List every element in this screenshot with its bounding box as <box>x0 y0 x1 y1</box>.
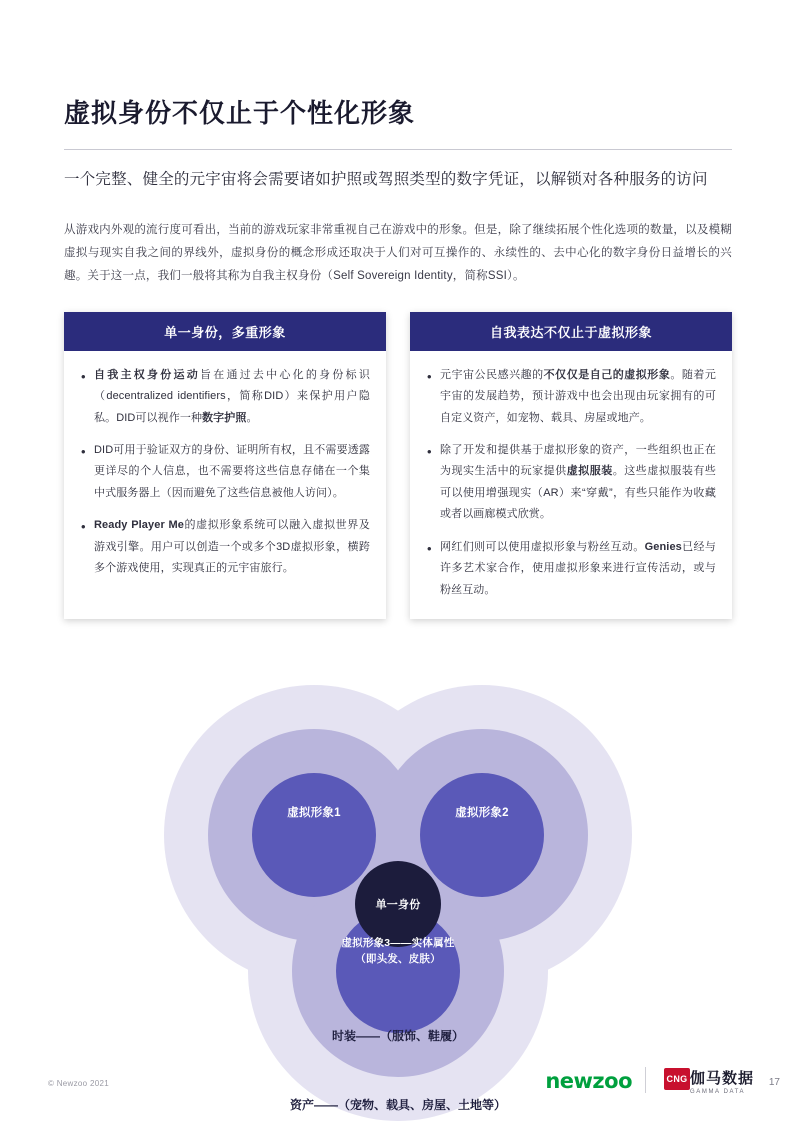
card-identity-body <box>64 351 386 619</box>
gamma-data-en: GAMMA DATA <box>689 1089 746 1095</box>
copyright-text: © Newzoo 2021 <box>48 1079 109 1088</box>
card-expression-header: 自我表达不仅止于虚拟形象 <box>410 312 732 351</box>
venn-inner-right <box>420 773 544 897</box>
card-expression-body <box>410 351 732 619</box>
venn-label-avatar3: 虚拟形象3——实体属性（即头发、皮肤） <box>341 937 455 966</box>
card-identity-list <box>74 365 370 580</box>
venn-label-center: 单一身份 <box>375 899 421 912</box>
list-item: • 元宇宙公民感兴趣的不仅仅是自己的虚拟形象。随着元宇宙的发展趋势，预计游戏中也会出现由玩家拥有的可自定义资产，如宠物、载具、房屋或地产。 <box>440 365 716 429</box>
card-identity <box>64 312 386 619</box>
venn-label-fashion: 时装——（服饰、鞋履） <box>331 1029 464 1044</box>
list-item: • DID可用于验证双方的身份、证明所有权，且不需要透露更详尽的个人信息，也不需要将这些信息存储在一个集中式服务器上（因而避免了这些信息被他人访问）。 <box>94 440 370 504</box>
page-footer <box>0 1067 796 1097</box>
list-item: • 自我主权身份运动旨在通过去中心化的身份标识（decentralized identifiers，简称DID）来保护用户隐私。DID可以视作一种数字护照。 <box>94 365 370 429</box>
gamma-data-logo <box>690 1067 754 1095</box>
venn-label-assets: 资产——（宠物、载具、房屋、土地等） <box>289 1098 506 1113</box>
newzoo-logo: newzoo <box>545 1069 632 1093</box>
page-subtitle: 一个完整、健全的元宇宙将会需要诸如护照或驾照类型的数字凭证，以解锁对各种服务的访问 <box>64 170 708 188</box>
venn-label-avatar1: 虚拟形象1 <box>287 807 341 820</box>
page-number: 17 <box>768 1077 780 1088</box>
card-row <box>64 312 732 619</box>
card-expression <box>410 312 732 619</box>
cng-logo-icon: CNG <box>664 1068 690 1090</box>
intro-paragraph: 从游戏内外观的流行度可看出，当前的游戏玩家非常重视自己在游戏中的形象。但是，除了继续拓展个性化选项的数量，以及模糊虚拟与现实自我之间的界线外，虚拟身份的概念形成还取决于人们对可互操作的、永续性的、去中心化的数字身份日益增长的兴趣。关于这一点，我们一般将其称为自我主权身份（Self Sovereign Identity，简称SSI）。 <box>64 223 732 282</box>
title-divider <box>64 149 732 150</box>
page-title: 虚拟身份不仅止于个性化形象 <box>64 98 416 129</box>
venn-inner-left <box>252 773 376 897</box>
venn-label-avatar2: 虚拟形象2 <box>455 807 509 820</box>
list-item: • 网红们则可以使用虚拟形象与粉丝互动。Genies已经与许多艺术家合作，使用虚拟形象来进行宣传活动，或与粉丝互动。 <box>440 537 716 601</box>
card-identity-header: 单一身份，多重形象 <box>64 312 386 351</box>
footer-divider <box>645 1067 646 1093</box>
gamma-data-cn: 伽马数据 <box>689 1070 754 1087</box>
list-item: • 除了开发和提供基于虚拟形象的资产，一些组织也正在为现实生活中的玩家提供虚拟服装。这些虚拟服装有些可以使用增强现实（AR）来“穿戴”，有些只能作为收藏或者以画廊模式欣赏。 <box>440 440 716 526</box>
list-item: • Ready Player Me的虚拟形象系统可以融入虚拟世界及游戏引擎。用户可以创造一个或多个3D虚拟形象，横跨多个游戏使用，实现真正的元宇宙旅行。 <box>94 515 370 579</box>
card-expression-list <box>420 365 716 601</box>
